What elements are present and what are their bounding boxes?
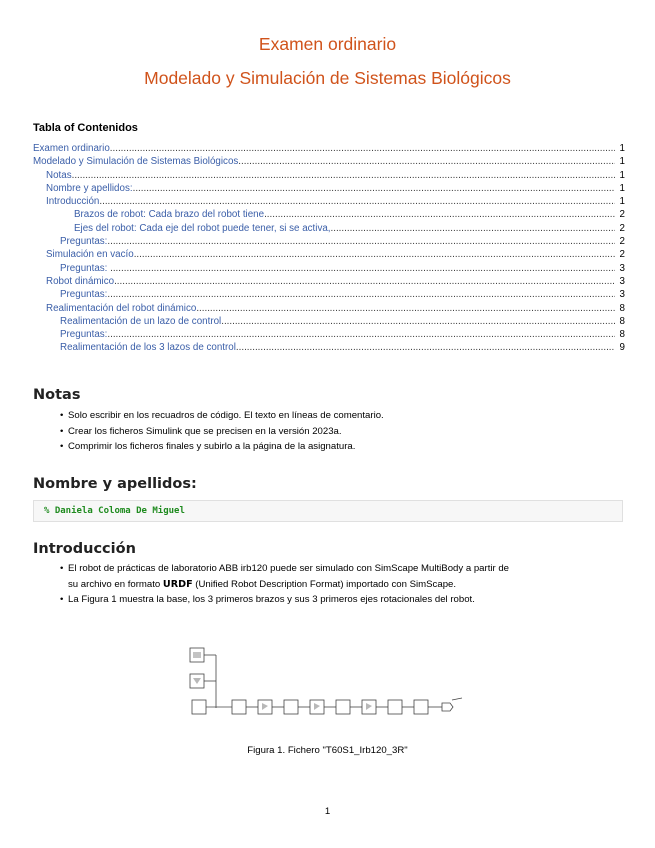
toc-entry-page: 2: [615, 235, 625, 248]
section-heading-introduccion: Introducción: [33, 541, 136, 557]
toc-entry-page: 3: [615, 275, 625, 288]
toc-entry[interactable]: [33, 262, 625, 275]
intro-list: [60, 561, 620, 608]
toc-entry-page: 8: [615, 302, 625, 315]
toc-entry-page: 1: [615, 169, 625, 182]
toc-entry-label[interactable]: Preguntas:: [60, 289, 108, 301]
page-number: 1: [324, 806, 331, 817]
toc-entry[interactable]: [33, 208, 625, 221]
toc-entry[interactable]: [33, 195, 625, 208]
toc-entry-page: 3: [615, 262, 625, 275]
toc-entry-label[interactable]: Preguntas:: [60, 329, 108, 341]
toc-entry[interactable]: [33, 328, 625, 341]
list-item: • Comprimir los ficheros finales y subirlo a la página de la asignatura.: [60, 439, 384, 455]
toc-entry[interactable]: [33, 235, 625, 248]
list-item: • Solo escribir en los recuadros de código. El texto en líneas de comentario.: [60, 408, 384, 424]
simulink-model-figure: [186, 644, 466, 724]
toc-entry[interactable]: [33, 302, 625, 315]
toc-entry-label[interactable]: Notas: [46, 169, 72, 181]
toc-entry[interactable]: [33, 169, 625, 182]
toc-entry-page: 2: [615, 248, 625, 261]
document-title: Examen ordinario: [258, 34, 397, 54]
link3-block: [388, 700, 402, 714]
toc-entry-label[interactable]: Preguntas:: [60, 262, 111, 274]
output-port: [442, 703, 453, 711]
code-box[interactable]: % Daniela Coloma De Miguel: [33, 500, 623, 522]
toc-entry-label[interactable]: Robot dinámico: [46, 275, 115, 287]
link1-block: [284, 700, 298, 714]
toc-entry-page: 8: [615, 328, 625, 341]
toc-entry[interactable]: [33, 275, 625, 288]
toc-entry-label[interactable]: Simulación en vacío: [46, 249, 134, 261]
toc-entry[interactable]: [33, 222, 625, 235]
intro-text: El robot de prácticas de laboratorio ABB irb120 puede ser simulado con SimScape MultiBody a partir de: [68, 563, 510, 574]
urdf-term: URDF: [162, 578, 193, 590]
list-item: • La Figura 1 muestra la base, los 3 primeros brazos y sus 3 primeros ejes rotacionales del robot.: [60, 592, 620, 608]
toc-entry[interactable]: [33, 155, 625, 168]
toc-entry[interactable]: [33, 248, 625, 261]
table-of-contents: [33, 142, 625, 355]
section-heading-nombre: Nombre y apellidos:: [33, 476, 197, 492]
toc-entry-label[interactable]: Introducción: [46, 196, 100, 208]
toc-entry-label[interactable]: Realimentación de un lazo de control: [60, 315, 222, 327]
link2-block: [336, 700, 350, 714]
toc-entry-page: 1: [615, 182, 625, 195]
toc-entry-page: 9: [615, 341, 625, 354]
toc-entry-page: 1: [615, 142, 625, 155]
intro-text: su archivo en formato: [68, 578, 163, 590]
toc-entry-label[interactable]: Nombre y apellidos:: [46, 182, 133, 194]
section-heading-notas: Notas: [33, 387, 81, 403]
list-item: [60, 561, 620, 592]
joint4-block: [414, 700, 428, 714]
toc-entry-page: 8: [615, 315, 625, 328]
toc-entry[interactable]: [33, 182, 625, 195]
toc-entry-label[interactable]: Preguntas:: [60, 236, 108, 248]
toc-entry-label[interactable]: Modelado y Simulación de Sistemas Biológicos: [33, 156, 239, 168]
figure-caption: Figura 1. Fichero "T60S1_Irb120_3R": [247, 745, 408, 756]
document-subtitle: Modelado y Simulación de Sistemas Biológicos: [144, 68, 511, 88]
toc-entry[interactable]: [33, 341, 625, 354]
toc-entry-label[interactable]: Brazos de robot: Cada brazo del robot tiene: [74, 209, 265, 221]
toc-entry-page: 1: [615, 195, 625, 208]
notas-list: [60, 408, 384, 455]
toc-entry-label[interactable]: Ejes del robot: Cada eje del robot puede tener, si se activa,: [74, 222, 331, 234]
list-item: • Crear los ficheros Simulink que se precisen en la versión 2023a.: [60, 424, 384, 440]
toc-entry[interactable]: [33, 142, 625, 155]
toc-entry-page: 2: [615, 222, 625, 235]
toc-entry[interactable]: [33, 315, 625, 328]
toc-entry[interactable]: [33, 288, 625, 301]
toc-entry-page: 3: [615, 288, 625, 301]
intro-text: (Unified Robot Description Format) importado con SimScape.: [192, 578, 457, 590]
toc-entry-page: 2: [615, 208, 625, 221]
toc-entry-page: 1: [615, 155, 625, 168]
base-block: [232, 700, 246, 714]
world-frame-block: [192, 700, 206, 714]
toc-entry-label[interactable]: Examen ordinario: [33, 143, 110, 154]
toc-entry-label[interactable]: Realimentación de los 3 lazos de control: [60, 342, 236, 354]
toc-heading: Tabla of Contenidos: [33, 122, 138, 134]
toc-entry-label[interactable]: Realimentación del robot dinámico: [46, 302, 197, 314]
